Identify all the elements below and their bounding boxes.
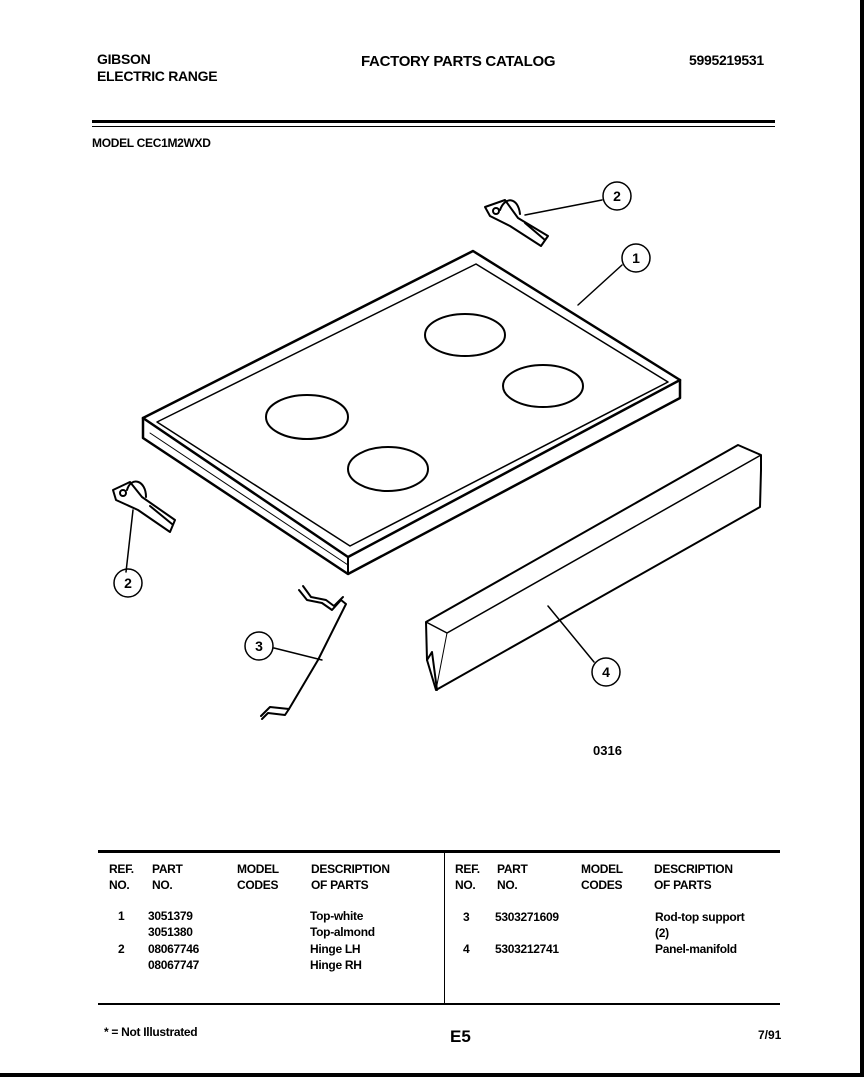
col-header-model-codes: MODEL CODES [581, 862, 623, 892]
part-description: Panel-manifold [655, 942, 737, 956]
callout-labels [124, 188, 640, 680]
table-top-rule [98, 850, 780, 853]
callout-label: 2 [613, 188, 621, 204]
callout-label: 3 [255, 638, 263, 654]
figure-code: 0316 [593, 743, 622, 758]
callout-label: 1 [632, 250, 640, 266]
part-number: 3051379 3051380 [148, 909, 193, 939]
burner-opening [425, 314, 505, 356]
hinge-upper-part [485, 200, 548, 246]
product-name: ELECTRIC RANGE [97, 68, 218, 84]
burner-opening [503, 365, 583, 407]
col-header-part: PART NO. [497, 862, 528, 892]
table-center-divider [444, 853, 445, 1003]
col-header-description: DESCRIPTION OF PARTS [654, 862, 733, 892]
cooktop-part [143, 251, 680, 574]
part-number: 08067746 08067747 [148, 942, 199, 972]
ref-number: 1 [118, 909, 125, 923]
table-bottom-rule [98, 1003, 780, 1005]
burner-opening [348, 447, 428, 491]
ref-number: 4 [463, 942, 470, 956]
part-description: Hinge LH Hinge RH [310, 942, 362, 972]
document-number: 5995219531 [689, 52, 764, 68]
ref-number: 3 [463, 910, 470, 924]
callout-label: 2 [124, 575, 132, 591]
hinge-lower-part [113, 482, 175, 532]
col-header-ref: REF. NO. [109, 862, 134, 892]
col-header-part: PART NO. [152, 862, 183, 892]
part-number: 5303212741 [495, 942, 559, 956]
panel-manifold-part [426, 445, 761, 690]
col-header-description: DESCRIPTION OF PARTS [311, 862, 390, 892]
brand-name: GIBSON [97, 51, 151, 67]
callout-label: 4 [602, 664, 610, 680]
part-description: Rod-top support (2) [655, 910, 745, 940]
col-header-ref: REF. NO. [455, 862, 480, 892]
not-illustrated-note: * = Not Illustrated [104, 1025, 198, 1039]
revision-date: 7/91 [758, 1028, 782, 1042]
burner-opening [266, 395, 348, 439]
model-line: MODEL CEC1M2WXD [92, 136, 211, 150]
col-header-model-codes: MODEL CODES [237, 862, 279, 892]
rod-top-support-part [261, 586, 346, 719]
page-number: E5 [450, 1027, 471, 1046]
ref-number: 2 [118, 942, 125, 956]
part-description: Top-white Top-almond [310, 909, 375, 939]
catalog-title: FACTORY PARTS CATALOG [361, 53, 556, 70]
callouts [114, 182, 650, 686]
part-number: 5303271609 [495, 910, 559, 924]
